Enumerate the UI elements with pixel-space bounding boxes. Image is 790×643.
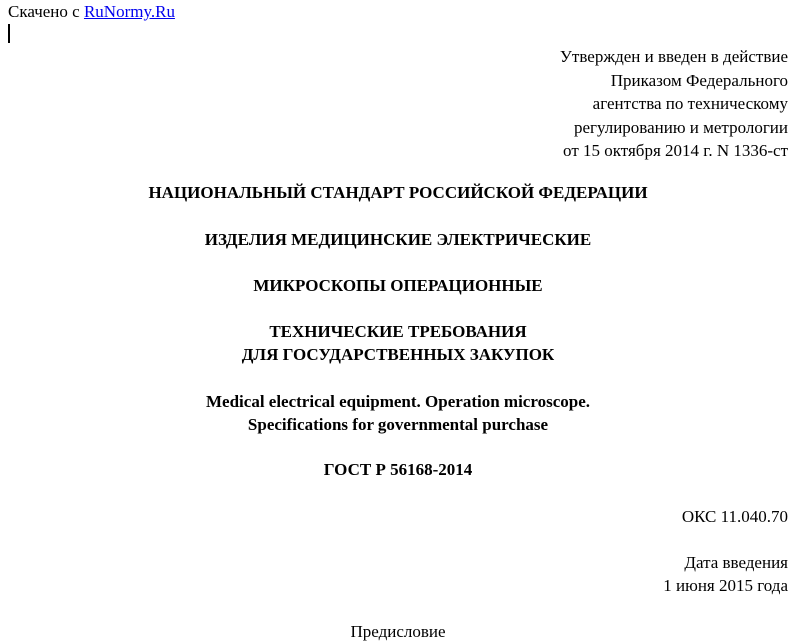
text-caret (8, 24, 10, 43)
approval-block (560, 45, 788, 163)
english-title-line2: Specifications for governmental purchase (247, 415, 549, 434)
source-prefix: Скачено с (8, 2, 80, 21)
approval-line: агентства по техническому (592, 94, 788, 113)
english-title (0, 390, 790, 436)
requirements-title-line2: ДЛЯ ГОСУДАРСТВЕННЫХ ЗАКУПОК (241, 345, 555, 364)
approval-line: Утвержден и введен в действие (559, 47, 788, 66)
approval-line: Приказом Федерального (610, 70, 788, 90)
introduction-label: Дата введения (684, 553, 788, 572)
approval-line: регулированию и метрологии (573, 117, 788, 137)
gost-number: ГОСТ Р 56168-2014 (323, 460, 473, 479)
english-title-line1: Medical electrical equipment. Operation microscope. (206, 392, 590, 411)
product-title: МИКРОСКОПЫ ОПЕРАЦИОННЫЕ (253, 276, 543, 295)
requirements-title-line1: ТЕХНИЧЕСКИЕ ТРЕБОВАНИЯ (269, 322, 527, 341)
product-group-title: ИЗДЕЛИЯ МЕДИЦИНСКИЕ ЭЛЕКТРИЧЕСКИЕ (204, 230, 592, 249)
source-line (8, 0, 175, 23)
approval-line: от 15 октября 2014 г. N 1336-ст (563, 141, 788, 160)
oks-code: ОКС 11.040.70 (681, 507, 788, 526)
requirements-title (0, 320, 790, 366)
national-standard-title: НАЦИОНАЛЬНЫЙ СТАНДАРТ РОССИЙСКОЙ ФЕДЕРАЦИИ (148, 183, 648, 202)
source-link[interactable]: RuNormy.Ru (83, 2, 175, 21)
introduction-date: 1 июня 2015 года (663, 576, 788, 595)
preface-heading: Предисловие (350, 622, 446, 641)
